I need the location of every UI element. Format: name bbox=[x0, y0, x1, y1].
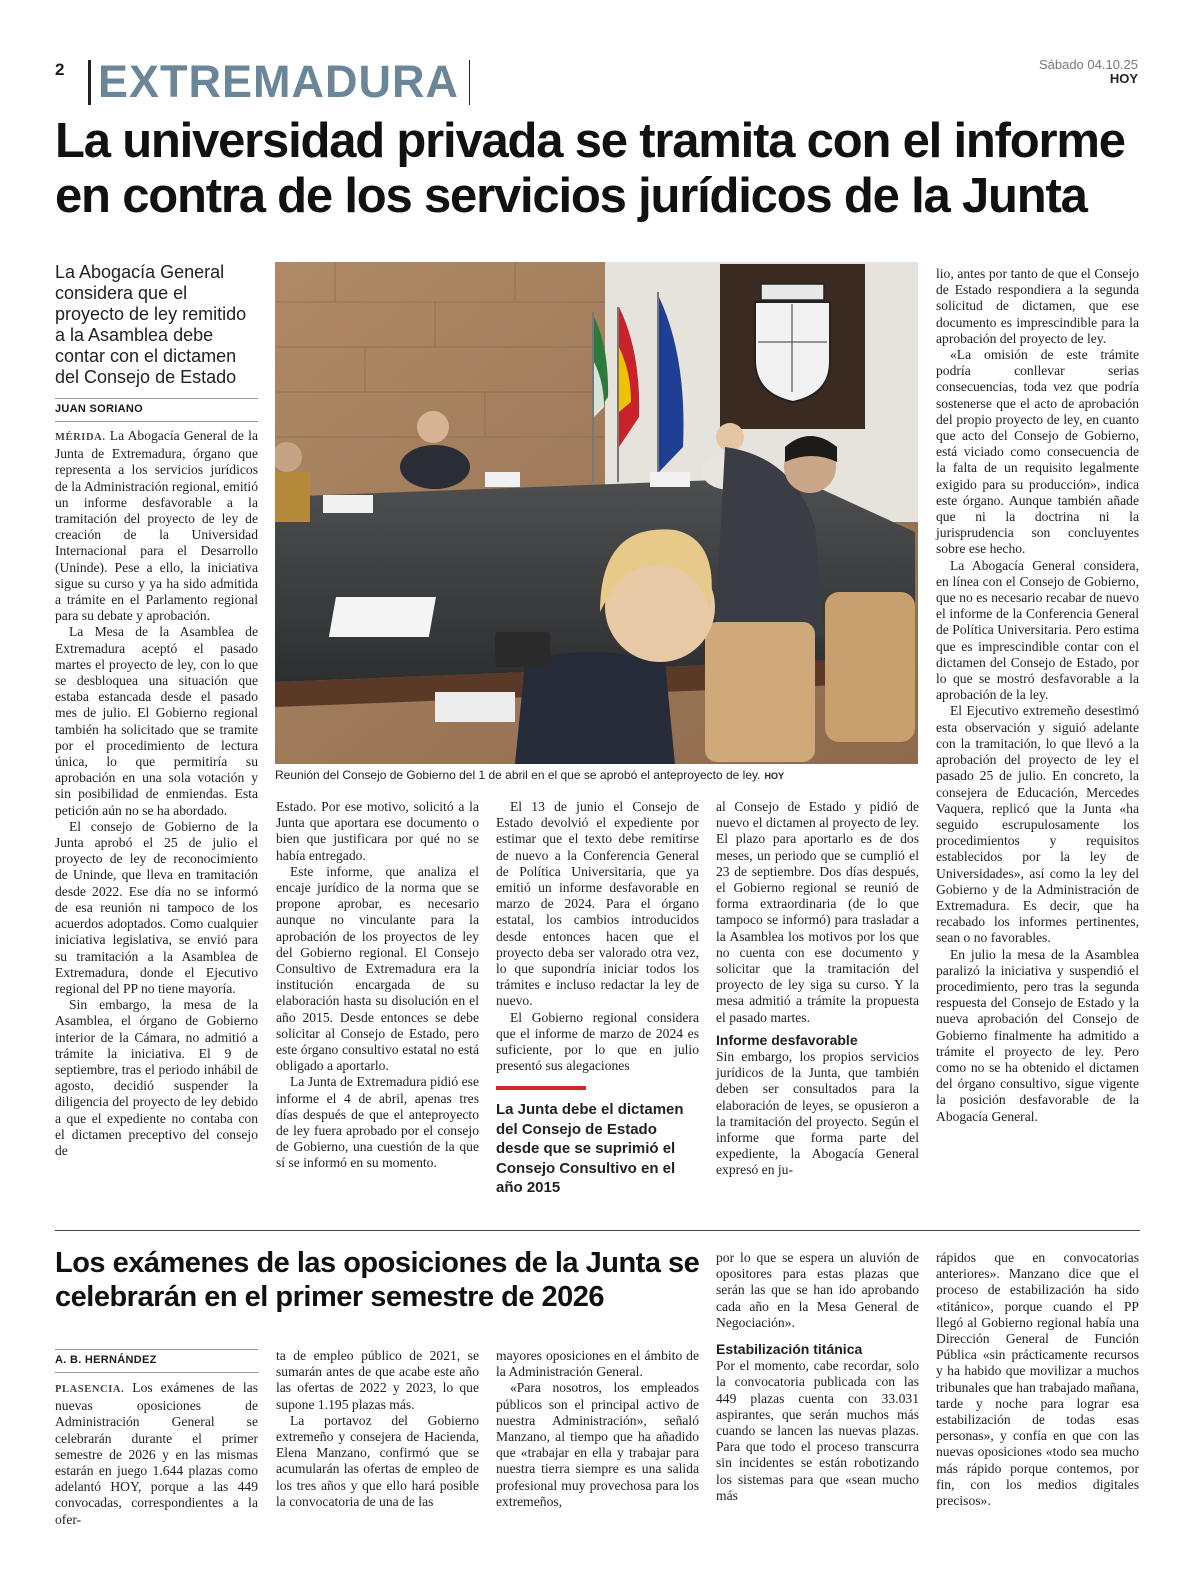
paragraph: mayores oposiciones en el ámbito de la Administración General. bbox=[496, 1348, 699, 1380]
paragraph: El consejo de Gobierno de la Junta aprobó el 25 de julio el proyecto de ley de reconocimiento de Uninde, que lleva en tramitación desde 2022. Ese día no se informó de esa reunión ni tampoco de los acuerdos adoptados. Como cualquier iniciativa legislativa, se envió para su tramitación a la Asamblea de Extremadura, donde el Ejecutivo regional del PP no tiene mayoría. bbox=[55, 818, 258, 996]
article-column-1 bbox=[55, 428, 258, 1159]
coat-of-arms-icon bbox=[755, 284, 830, 402]
byline-rule bbox=[55, 1349, 258, 1350]
paragraph: Sin embargo, la mesa de la Asamblea, el órgano de Gobierno interior de la Cámara, no admitió a trámite la iniciativa. El 9 de septiembre, tras el periodo inhábil de agosto, decidió suspender la diligencia del proyecto de ley debido a que el expediente no contaba con el dictamen preceptivo del consejo de bbox=[55, 997, 258, 1158]
article-byline: JUAN SORIANO bbox=[55, 403, 143, 415]
paragraph: MÉRIDA. La Abogacía General de la Junta de Extremadura, órgano que representa a los servicios jurídicos de la Administración regional, emitió un informe desfavorable a la tramitación del proyecto de ley de creación de la Universidad Internacional para el Desarrollo (Uninde). Pese a ello, la iniciativa sigue su curso y ya ha sido admitida a trámite en el Parlamento regional para su debate y aprobación. bbox=[55, 428, 258, 624]
header-divider bbox=[88, 60, 91, 105]
article-deck: La Abogacía General considera que el proyecto de ley remitido a la Asamblea debe contar con el dictamen del Consejo de Estado bbox=[55, 262, 247, 387]
article-column-4 bbox=[716, 799, 919, 1179]
paragraph: por lo que se espera un aluvión de opositores para estas plazas que serán las que se han ido aprobando cada año en la Mesa General de Negociación». bbox=[716, 1250, 919, 1330]
paragraph: «Para nosotros, los empleados públicos son el principal activo de nuestra Administración», señaló Manzano, al tiempo que ha añadido que «trabajar en ella y trabajar para nuestra tierra siempre es una salida profesional muy provechosa para los extremeños, bbox=[496, 1380, 699, 1509]
article-subhead: Informe desfavorable bbox=[716, 1031, 858, 1048]
dateline: PLASENCIA. bbox=[55, 1384, 125, 1395]
paragraph: El 13 de junio el Consejo de Estado devolvió el expediente por estimar que el texto debe remitirse de nuevo a la Conferencia General de Política Universitaria, que ya emitió un informe desfavorable en marzo de 2024. Para el órgano estatal, los cambios introducidos desde entonces hacen que el proyecto deba ser valorado otra vez, lo que supondría iniciar todos los trámites e incluso redactar la ley de nuevo. bbox=[496, 799, 699, 1009]
paragraph: «La omisión de este trámite podría conllevar serias consecuencias, toda vez que podría sostenerse que el acto de aprobación del propio proyecto de ley, en cuanto que acto del Consejo de Gobierno, está viciado como consecuencia de la falta de un requisito legalmente exigido para su producción», indica este órgano. Aunque también añade que ni la doctrina ni la jurisprudencia son concluyentes sobre ese hecho. bbox=[936, 347, 1139, 557]
paragraph: En julio la mesa de la Asamblea paralizó la iniciativa y suspendió el procedimiento, pero tras la segunda respuesta del Consejo de Estado y la nueva aprobación del Consejo de Gobierno finalmente ha admitido a trámite el proyecto de ley. Pero como no se ha obtenido el dictamen del órgano consultivo, sigue vigente la posición desfavorable de la Abogacía General. bbox=[936, 946, 1139, 1124]
pull-quote-rule bbox=[496, 1086, 586, 1090]
byline-rule bbox=[55, 1372, 258, 1373]
second-article-column-4 bbox=[716, 1250, 919, 1504]
paragraph: ta de empleo público de 2021, se sumarán antes de que acabe este año las ofertas de 2022 y 2023, lo que supone 1.195 plazas más. bbox=[276, 1348, 479, 1412]
byline-rule bbox=[55, 421, 258, 422]
issue-date: Sábado 04.10.25 bbox=[1038, 57, 1138, 72]
paragraph: El Ejecutivo extremeño desestimó esta observación y siguió adelante con la tramitación, lo que llevó a la aprobación del proyecto de ley el pasado 25 de julio. En concreto, la consejera de Educación, Mercedes Vaquera, replicó que la Junta «ha seguido escrupulosamente los procedimientos y requisitos establecidos por la ley de Universidades», así como la ley del Gobierno y de la Administración de Extremadura. Es decir, que ha recabado los informes pertinentes, sean o no favorables. bbox=[936, 703, 1139, 946]
second-article-column-3 bbox=[496, 1348, 699, 1510]
paragraph: al Consejo de Estado y pidió de nuevo el dictamen al proyecto de ley. El plazo para aportarlo es de dos meses, un periodo que se cumplió el 23 de septiembre. Dos días después, el Gobierno regional se reunió de forma extraordinaria (de lo que tampoco se informó) para trasladar a la Asamblea los motivos por los que no cuenta con ese documento y solicitar que la tramitación del proyecto de ley siga su curso. Y la mesa admitió a trámite la propuesta el pasado martes. bbox=[716, 799, 919, 1025]
second-article-subhead: Estabilización titánica bbox=[716, 1341, 863, 1358]
article-column-5 bbox=[936, 266, 1139, 1125]
paragraph: Sin embargo, los propios servicios jurídicos de la Junta, que también deben ser consultados para la elaboración de leyes, se opusieron a la tramitación del proyecto. Según el informe que forma parte del expediente, la Abogacía General expresó en ju- bbox=[716, 1049, 919, 1178]
paragraph: Este informe, que analiza el encaje jurídico de la norma que se propone aprobar, es necesario aunque no vinculante para la aprobación de los proyectos de ley del Gobierno regional. El Consejo Consultivo de Extremadura era la institución encargada de su elaboración hasta su disolución en el año 2015. Desde entonces se debe solicitar al Consejo de Estado, pero este órgano consultivo estatal no está obligado a aportarlo. bbox=[276, 863, 479, 1074]
article-separator bbox=[55, 1230, 1140, 1231]
header-divider-right bbox=[469, 60, 470, 105]
pull-quote: La Junta debe el dictamen del Consejo de Estado desde que se suprimió el Consejo Consultivo en el año 2015 bbox=[496, 1101, 684, 1196]
paragraph: lio, antes por tanto de que el Consejo de Estado respondiera a la segunda solicitud de dictamen, que ese documento es imprescindible para la aprobación del proyecto de ley. bbox=[936, 266, 1139, 346]
second-article-column-2 bbox=[276, 1348, 479, 1510]
paragraph: Por el momento, cabe recordar, solo la convocatoria publicada con las 449 plazas cuenta con 33.031 aspirantes, que serán muchos más cuando se lancen las nuevas plazas. Para que todo el proceso transcurra sin incidentes se están robotizando los sistemas para que «sean mucho más bbox=[716, 1358, 919, 1503]
paragraph: La portavoz del Gobierno extremeño y consejera de Hacienda, Elena Manzano, confirmó que se acumularán las ofertas de empleo de los tres años y que ello hará posible la convocatoria de una de las bbox=[276, 1412, 479, 1509]
article-column-3 bbox=[496, 799, 699, 1074]
second-article-column-1 bbox=[55, 1380, 258, 1528]
photo-caption: Reunión del Consejo de Gobierno del 1 de abril en el que se aprobó el anteproyecto de ley. HOY bbox=[275, 768, 784, 782]
paragraph: La Mesa de la Asamblea de Extremadura aceptó el pasado martes el proyecto de ley, con lo que se desbloquea una situación que estaba estancada desde el pasado mes de julio. El Gobierno regional también ha solicitado que se tramite por el procedimiento de lectura única, lo que permitiría su aprobación en una sola votación y sin posibilidad de enmiendas. Esta petición aún no se ha abordado. bbox=[55, 624, 258, 818]
newspaper-name: HOY bbox=[1109, 71, 1138, 86]
second-article-headline: Los exámenes de las oposiciones de la Junta se celebrarán en el primer semestre de 2026 bbox=[55, 1247, 700, 1313]
photo-credit: HOY bbox=[764, 771, 784, 781]
second-article-byline: A. B. HERNÁNDEZ bbox=[55, 1354, 157, 1366]
section-title: EXTREMADURA bbox=[98, 56, 460, 107]
dateline: MÉRIDA. bbox=[55, 432, 106, 443]
paragraph: Estado. Por ese motivo, solicitó a la Junta que aportara ese documento o bien que justificara por qué no se había entregado. bbox=[276, 799, 479, 863]
article-column-2 bbox=[276, 799, 479, 1172]
article-headline: La universidad privada se tramita con el informe en contra de los servicios jurídicos de la Junta bbox=[55, 114, 1125, 223]
paragraph: rápidos que en convocatorias anteriores». Manzano dice que el proceso de estabilización ha sido «titánico», porque cuando el PP llegó al Gobierno regional había una Dirección General de Función Pública «sin prácticamente recursos y ha habido que movilizar a muchos tribunales que han trabajado mañana, tarde y noche para lograr esa estabilización de todas esas personas», y confía en que con las nuevas oposiciones «todo sea mucho más rápido porque contemos, por fin, con los medios digitales precisos». bbox=[936, 1250, 1139, 1509]
paragraph: El Gobierno regional considera que el informe de marzo de 2024 es suficiente, por lo que en julio presentó sus alegaciones bbox=[496, 1009, 699, 1074]
page-number: 2 bbox=[55, 60, 65, 79]
byline-rule bbox=[55, 398, 258, 399]
meeting-photo bbox=[275, 262, 918, 764]
paragraph: La Abogacía General considera, en línea con el Consejo de Gobierno, que no es necesario recabar de nuevo el informe de la Conferencia General de Política Universitaria. Pero estima que es imprescindible contar con el dictamen del Consejo de Estado, por lo que se mostró desfavorable a la aprobación de la ley. bbox=[936, 557, 1139, 703]
paragraph: PLASENCIA. Los exámenes de las nuevas oposiciones de Administración General se celebrarán durante el primer semestre de 2026 y en las mismas estarán en juego 1.644 plazas como adelantó HOY, porque a las 449 convocadas, correspondientes a la ofer- bbox=[55, 1380, 259, 1527]
paragraph: La Junta de Extremadura pidió ese informe el 4 de abril, apenas tres días después de que el anteproyecto de ley fuera aprobado por el consejo de Gobierno, una cuestión de la que sí se informó en su momento. bbox=[276, 1074, 479, 1171]
second-article-column-5 bbox=[936, 1250, 1139, 1509]
